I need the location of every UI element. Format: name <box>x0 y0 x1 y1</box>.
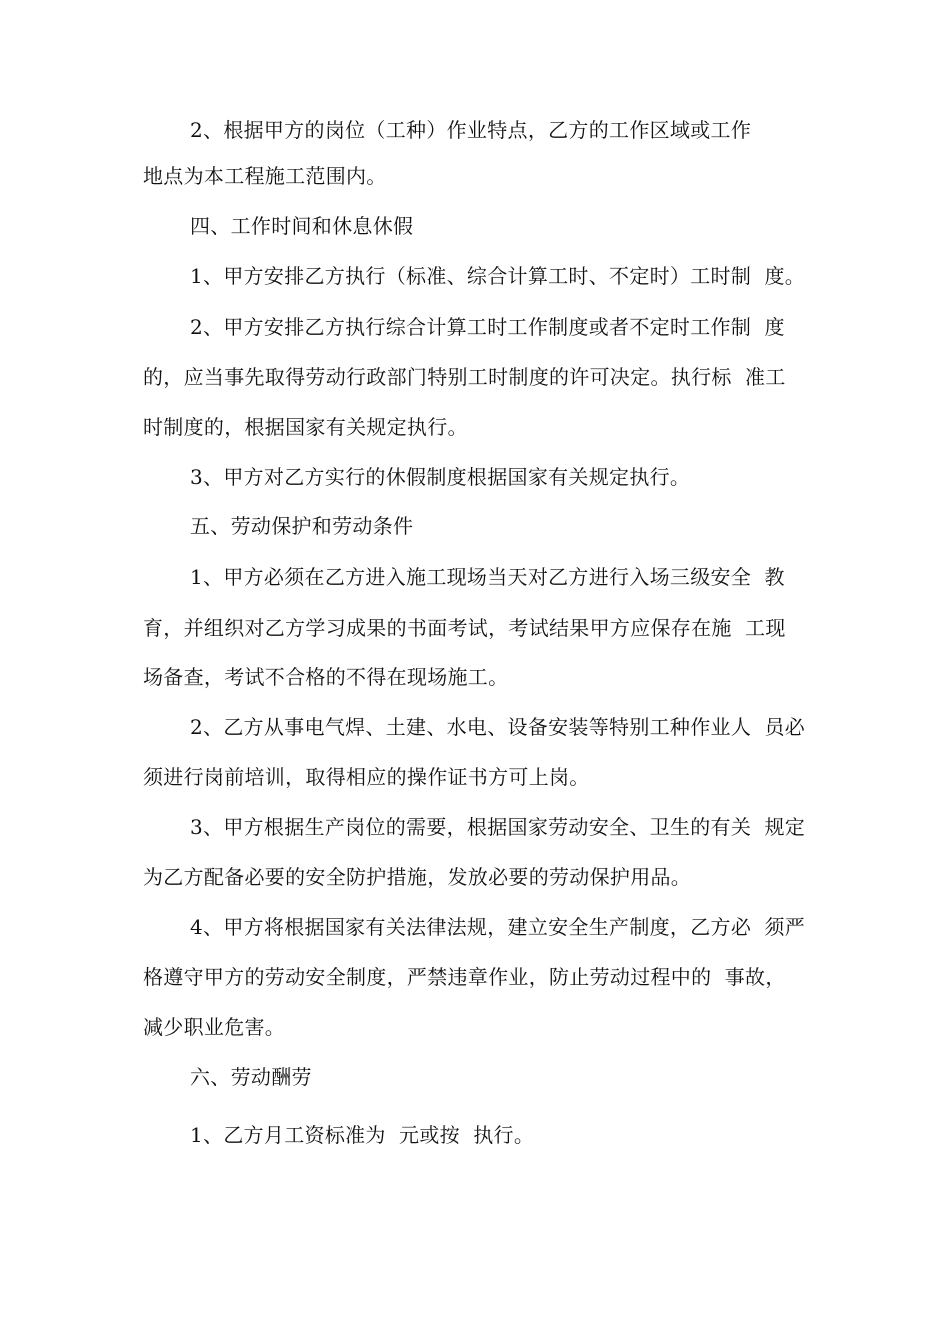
paragraph-line: 的，应当事先取得劳动行政部门特别工时制度的许可决定。执行标 准工 <box>143 365 786 389</box>
paragraph-line: 为乙方配备必要的安全防护措施，发放必要的劳动保护用品。 <box>143 865 692 889</box>
paragraph-line: 时制度的，根据国家有关规定执行。 <box>143 415 468 439</box>
paragraph-line: 须进行岗前培训，取得相应的操作证书方可上岗。 <box>143 765 590 789</box>
paragraph-line: 2、甲方安排乙方执行综合计算工时工作制度或者不定时工作制 度 <box>190 315 785 339</box>
paragraph-line: 格遵守甲方的劳动安全制度，严禁违章作业，防止劳动过程中的 事故， <box>143 965 786 989</box>
section-heading: 四、工作时间和休息休假 <box>190 214 414 238</box>
section-heading: 五、劳动保护和劳动条件 <box>190 514 414 538</box>
paragraph-line: 3、甲方对乙方实行的休假制度根据国家有关规定执行。 <box>190 465 691 489</box>
paragraph-line: 3、甲方根据生产岗位的需要，根据国家劳动安全、卫生的有关 规定 <box>190 815 806 839</box>
paragraph-line: 地点为本工程施工范围内。 <box>143 164 387 188</box>
paragraph-line: 2、乙方从事电气焊、土建、水电、设备安装等特别工种作业人 员必 <box>190 715 806 739</box>
paragraph-line: 1、甲方安排乙方执行（标准、综合计算工时、不定时）工时制 度。 <box>190 264 806 288</box>
paragraph-line: 育，并组织对乙方学习成果的书面考试，考试结果甲方应保存在施 工现 <box>143 616 786 640</box>
paragraph-line: 减少职业危害。 <box>143 1015 286 1039</box>
paragraph-line: 4、甲方将根据国家有关法律法规，建立安全生产制度，乙方必 须严 <box>190 915 806 939</box>
paragraph-line: 1、乙方月工资标准为 元或按 执行。 <box>190 1123 535 1147</box>
section-heading: 六、劳动酬劳 <box>190 1065 312 1089</box>
paragraph-line: 场备查，考试不合格的不得在现场施工。 <box>143 665 509 689</box>
paragraph-line: 2、根据甲方的岗位（工种）作业特点，乙方的工作区域或工作 <box>190 118 752 142</box>
paragraph-line: 1、甲方必须在乙方进入施工现场当天对乙方进行入场三级安全 教 <box>190 565 785 589</box>
